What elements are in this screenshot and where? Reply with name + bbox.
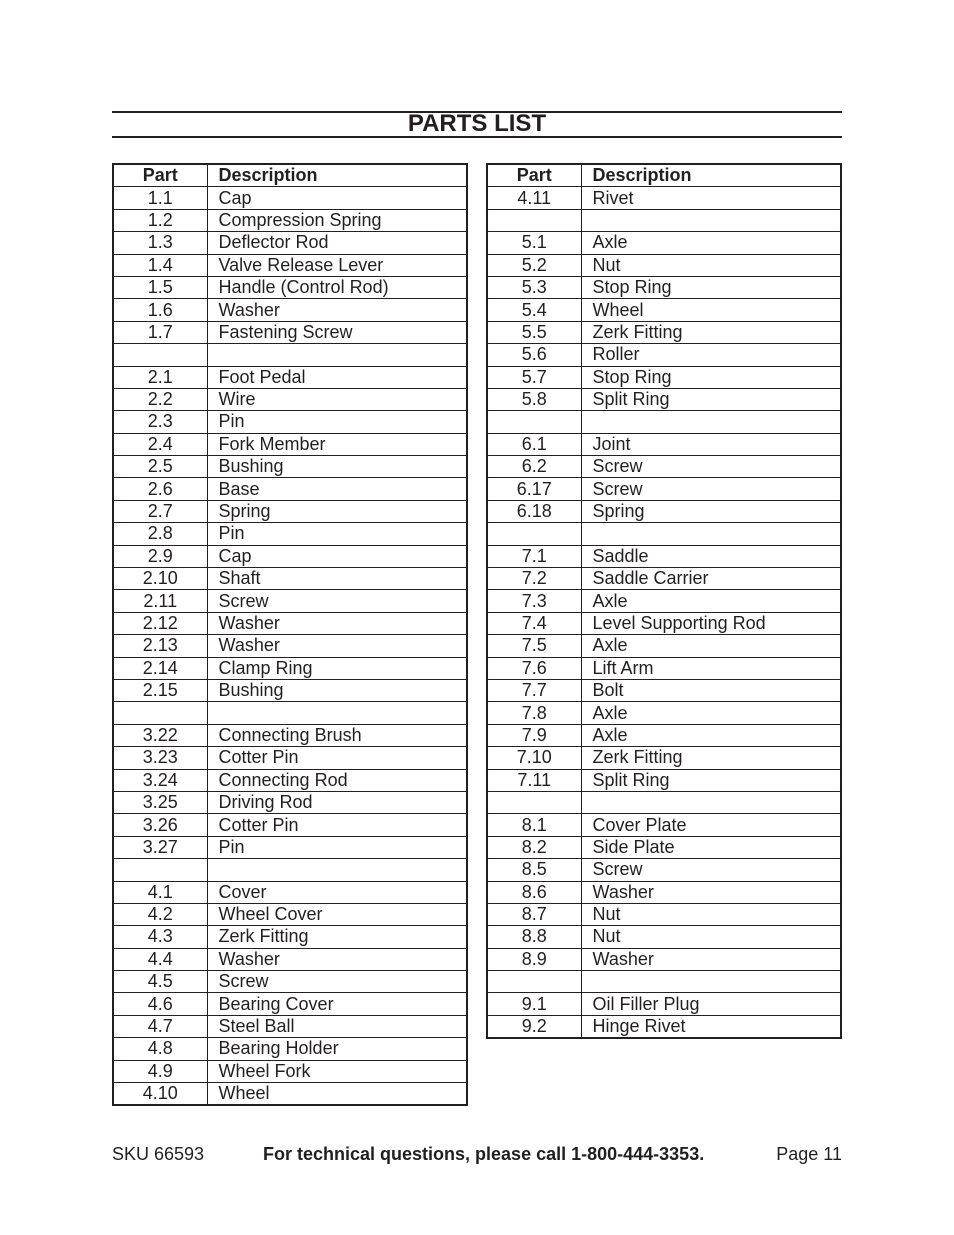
table-row [487,791,841,813]
part-description-cell [207,859,467,881]
part-number-cell: 8.8 [487,926,581,948]
part-description-cell: Screw [581,456,841,478]
part-number-cell: 1.2 [113,209,207,231]
part-number-cell: 3.22 [113,724,207,746]
part-description-cell: Split Ring [581,388,841,410]
table-row [113,1015,467,1037]
part-description-cell [581,209,841,231]
part-description-cell: Screw [581,859,841,881]
table-row [487,657,841,679]
part-number-cell: 7.1 [487,545,581,567]
part-description-cell: Deflector Rod [207,232,467,254]
table-row [487,568,841,590]
part-description-cell: Cover Plate [581,814,841,836]
part-description-cell: Split Ring [581,769,841,791]
part-description-cell: Foot Pedal [207,366,467,388]
part-number-cell [487,523,581,545]
table-row [113,635,467,657]
table-row [113,232,467,254]
part-number-cell: 6.18 [487,500,581,522]
table-row [487,388,841,410]
part-description-cell: Stop Ring [581,276,841,298]
part-number-cell: 7.8 [487,702,581,724]
part-description-cell: Screw [207,971,467,993]
part-number-cell: 8.2 [487,836,581,858]
part-number-cell: 7.10 [487,747,581,769]
table-row [113,926,467,948]
part-number-cell: 8.9 [487,948,581,970]
table-row [487,254,841,276]
part-number-cell: 3.25 [113,791,207,813]
table-row [113,724,467,746]
table-row [487,926,841,948]
table-row [487,814,841,836]
table-row [113,769,467,791]
table-row [487,881,841,903]
part-number-cell: 1.4 [113,254,207,276]
part-description-cell: Axle [581,232,841,254]
part-number-cell: 1.1 [113,187,207,209]
part-description-cell: Stop Ring [581,366,841,388]
part-description-cell: Washer [207,948,467,970]
part-description-cell: Saddle [581,545,841,567]
part-description-cell: Spring [581,500,841,522]
table-row [113,209,467,231]
part-number-cell: 9.2 [487,1015,581,1038]
table-row [487,433,841,455]
table-row [113,478,467,500]
table-row [487,478,841,500]
part-number-cell: 4.10 [113,1083,207,1106]
part-description-cell: Oil Filler Plug [581,993,841,1015]
technical-support-note: For technical questions, please call 1-800-444-3353. [263,1144,705,1164]
part-number-cell: 5.8 [487,388,581,410]
part-number-cell: 4.11 [487,187,581,209]
table-row [487,679,841,701]
part-description-cell: Bearing Cover [207,993,467,1015]
table-row [113,1060,467,1082]
part-number-cell [487,971,581,993]
table-row [113,456,467,478]
part-number-cell: 2.7 [113,500,207,522]
part-description-cell: Side Plate [581,836,841,858]
part-description-cell: Pin [207,411,467,433]
part-description-cell: Cover [207,881,467,903]
part-number-cell: 5.5 [487,321,581,343]
part-description-cell: Wheel [207,1083,467,1106]
table-row [487,456,841,478]
part-description-cell: Wheel Fork [207,1060,467,1082]
part-number-cell: 1.6 [113,299,207,321]
part-description-cell: Connecting Rod [207,769,467,791]
table-row [113,545,467,567]
part-description-cell: Handle (Control Rod) [207,276,467,298]
part-number-cell: 4.4 [113,948,207,970]
part-description-cell: Wheel [581,299,841,321]
table-row [487,366,841,388]
part-description-cell: Axle [581,590,841,612]
part-number-cell: 7.2 [487,568,581,590]
table-row [113,948,467,970]
part-number-cell: 6.2 [487,456,581,478]
part-number-cell: 1.3 [113,232,207,254]
header-row [487,164,841,187]
table-row [487,971,841,993]
part-number-cell: 2.2 [113,388,207,410]
part-number-cell: 2.14 [113,657,207,679]
sku-label: SKU 66593 [112,1144,205,1164]
table-row [487,948,841,970]
part-description-cell: Axle [581,702,841,724]
table-row [487,187,841,209]
table-row [487,321,841,343]
part-number-cell: 7.6 [487,657,581,679]
part-number-cell [113,344,207,366]
part-description-cell [581,411,841,433]
table-row [113,299,467,321]
table-row [113,388,467,410]
page-number: Page 11 [776,1144,842,1164]
title-bottom-rule [112,136,842,138]
part-description-cell: Washer [207,635,467,657]
part-description-cell: Rivet [581,187,841,209]
table-row [113,1038,467,1060]
part-number-cell: 8.7 [487,903,581,925]
part-number-cell: 3.24 [113,769,207,791]
part-number-cell [487,791,581,813]
part-description-cell: Washer [207,299,467,321]
part-description-cell: Nut [581,254,841,276]
part-number-cell: 7.9 [487,724,581,746]
part-description-cell: Nut [581,903,841,925]
part-number-cell: 2.8 [113,523,207,545]
table-row [487,500,841,522]
part-number-cell: 2.13 [113,635,207,657]
part-description-cell: Pin [207,836,467,858]
table-row [487,232,841,254]
table-row [487,1015,841,1038]
part-description-cell: Connecting Brush [207,724,467,746]
part-number-cell: 7.3 [487,590,581,612]
table-row [113,433,467,455]
part-number-cell: 3.23 [113,747,207,769]
table-row [487,702,841,724]
part-number-cell: 4.2 [113,903,207,925]
description-column-header: Description [207,164,467,187]
part-description-cell: Nut [581,926,841,948]
part-number-cell: 4.9 [113,1060,207,1082]
part-number-cell: 2.11 [113,590,207,612]
table-row [487,545,841,567]
part-description-cell: Washer [207,612,467,634]
table-row [113,679,467,701]
table-row [113,276,467,298]
part-description-cell: Cap [207,545,467,567]
part-number-cell: 2.10 [113,568,207,590]
part-number-cell: 1.5 [113,276,207,298]
table-row [113,993,467,1015]
part-description-cell: Bushing [207,679,467,701]
table-row [113,568,467,590]
part-description-cell: Fastening Screw [207,321,467,343]
part-description-cell: Spring [207,500,467,522]
part-number-cell [487,209,581,231]
parts-table-right [486,163,842,1039]
part-description-cell: Zerk Fitting [581,747,841,769]
part-number-cell: 7.4 [487,612,581,634]
part-description-cell: Lift Arm [581,657,841,679]
part-number-cell: 8.6 [487,881,581,903]
part-number-cell: 2.9 [113,545,207,567]
parts-table-left [112,163,468,1106]
part-number-cell: 1.7 [113,321,207,343]
part-description-cell: Axle [581,635,841,657]
table-row [487,344,841,366]
part-description-cell [207,702,467,724]
part-number-cell: 2.1 [113,366,207,388]
part-number-cell [113,859,207,881]
table-row [113,814,467,836]
part-column-header: Part [113,164,207,187]
table-row [487,747,841,769]
table-row [487,411,841,433]
table-row [113,344,467,366]
part-description-cell: Valve Release Lever [207,254,467,276]
table-row [487,993,841,1015]
table-row [487,209,841,231]
part-description-cell: Screw [207,590,467,612]
part-number-cell: 3.26 [113,814,207,836]
table-row [487,523,841,545]
part-description-cell: Level Supporting Rod [581,612,841,634]
part-number-cell: 2.5 [113,456,207,478]
part-number-cell: 8.5 [487,859,581,881]
header-row [113,164,467,187]
part-number-cell: 4.5 [113,971,207,993]
part-description-cell [207,344,467,366]
table-row [113,612,467,634]
part-number-cell: 2.6 [113,478,207,500]
table-row [113,791,467,813]
part-description-cell: Driving Rod [207,791,467,813]
part-description-cell: Joint [581,433,841,455]
table-row [113,187,467,209]
part-number-cell: 7.5 [487,635,581,657]
table-row [113,321,467,343]
table-row [113,657,467,679]
description-column-header: Description [581,164,841,187]
table-row [113,859,467,881]
part-description-cell: Screw [581,478,841,500]
part-description-cell: Wire [207,388,467,410]
part-description-cell: Compression Spring [207,209,467,231]
table-row [487,724,841,746]
part-number-cell: 5.4 [487,299,581,321]
part-number-cell: 5.7 [487,366,581,388]
table-row [113,1083,467,1106]
part-description-cell [581,791,841,813]
part-description-cell: Cotter Pin [207,747,467,769]
part-number-cell: 5.2 [487,254,581,276]
table-row [113,523,467,545]
part-number-cell: 4.7 [113,1015,207,1037]
part-description-cell [581,971,841,993]
part-description-cell: Base [207,478,467,500]
part-number-cell: 2.12 [113,612,207,634]
part-description-cell: Bolt [581,679,841,701]
table-row [113,254,467,276]
table-row [487,836,841,858]
table-row [113,971,467,993]
table-row [113,836,467,858]
part-description-cell: Zerk Fitting [207,926,467,948]
table-row [113,500,467,522]
table-row [487,859,841,881]
part-description-cell: Fork Member [207,433,467,455]
part-number-cell: 9.1 [487,993,581,1015]
part-number-cell: 5.6 [487,344,581,366]
part-description-cell: Roller [581,344,841,366]
part-number-cell: 2.4 [113,433,207,455]
part-column-header: Part [487,164,581,187]
table-row [113,881,467,903]
part-description-cell: Washer [581,881,841,903]
part-description-cell: Axle [581,724,841,746]
part-number-cell: 2.15 [113,679,207,701]
table-row [487,769,841,791]
table-row [113,411,467,433]
table-row [113,903,467,925]
page-title: PARTS LIST [407,110,547,137]
table-row [487,276,841,298]
part-number-cell: 4.8 [113,1038,207,1060]
part-description-cell: Clamp Ring [207,657,467,679]
part-description-cell: Shaft [207,568,467,590]
part-description-cell: Zerk Fitting [581,321,841,343]
part-description-cell [581,523,841,545]
table-row [113,702,467,724]
part-description-cell: Cap [207,187,467,209]
part-number-cell: 5.1 [487,232,581,254]
part-number-cell: 6.1 [487,433,581,455]
part-description-cell: Washer [581,948,841,970]
table-row [487,299,841,321]
part-number-cell: 7.7 [487,679,581,701]
part-number-cell: 6.17 [487,478,581,500]
table-row [113,747,467,769]
part-description-cell: Saddle Carrier [581,568,841,590]
part-number-cell: 7.11 [487,769,581,791]
part-description-cell: Bushing [207,456,467,478]
part-number-cell: 2.3 [113,411,207,433]
part-number-cell: 4.3 [113,926,207,948]
part-description-cell: Cotter Pin [207,814,467,836]
table-row [113,366,467,388]
part-number-cell: 8.1 [487,814,581,836]
part-description-cell: Bearing Holder [207,1038,467,1060]
part-number-cell [113,702,207,724]
table-row [487,635,841,657]
table-row [487,903,841,925]
part-number-cell: 4.6 [113,993,207,1015]
table-row [113,590,467,612]
part-description-cell: Hinge Rivet [581,1015,841,1038]
part-description-cell: Steel Ball [207,1015,467,1037]
table-row [487,590,841,612]
part-description-cell: Wheel Cover [207,903,467,925]
part-number-cell [487,411,581,433]
part-number-cell: 3.27 [113,836,207,858]
part-number-cell: 5.3 [487,276,581,298]
part-description-cell: Pin [207,523,467,545]
table-row [487,612,841,634]
part-number-cell: 4.1 [113,881,207,903]
